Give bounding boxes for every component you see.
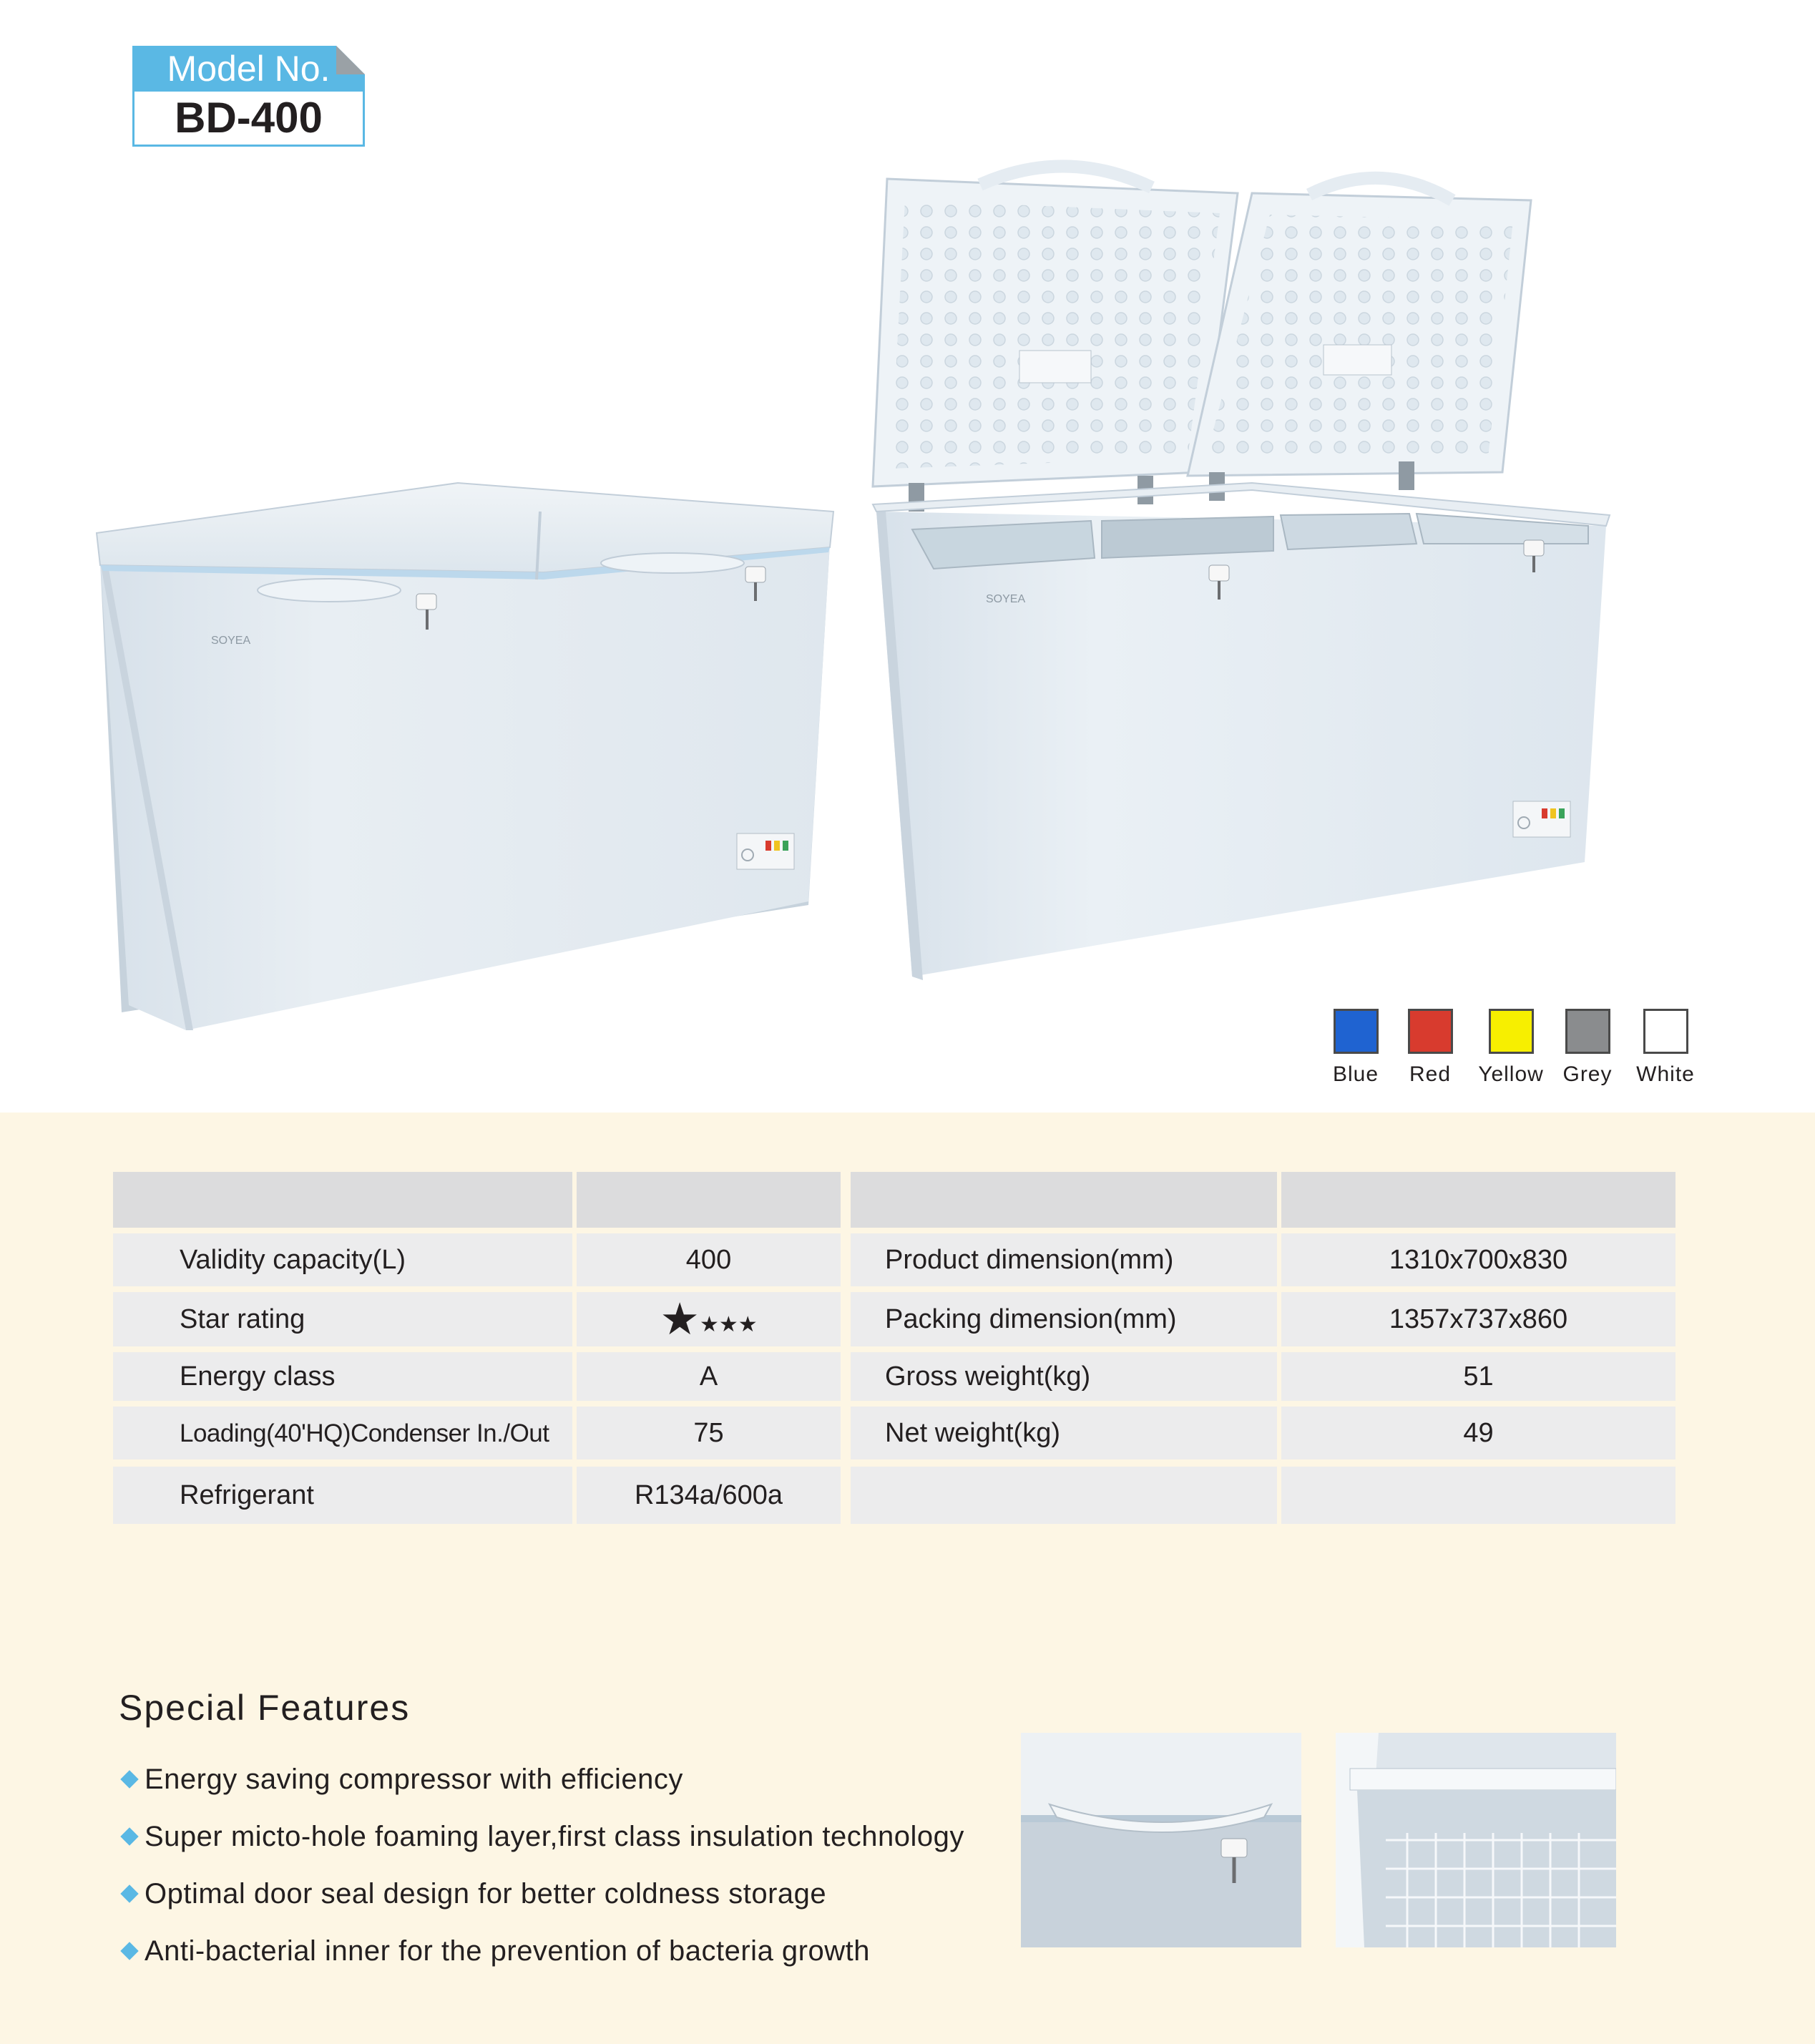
spec-value-refrigerant: R134a/600a bbox=[577, 1467, 841, 1524]
closed-freezer-image bbox=[93, 479, 844, 1037]
model-number: BD-400 bbox=[132, 92, 365, 147]
spec-label-empty bbox=[851, 1467, 1277, 1524]
color-swatch-yellow bbox=[1489, 1009, 1534, 1054]
diamond-bullet-icon bbox=[120, 1827, 138, 1845]
spec-value-empty bbox=[1281, 1467, 1675, 1524]
brand-logo-2: SOYEA bbox=[986, 593, 1026, 605]
spec-value-energy-class: A bbox=[577, 1352, 841, 1401]
spec-label-product-dimension: Product dimension(mm) bbox=[851, 1233, 1277, 1286]
feature-item: Anti-bacterial inner for the prevention of bacteria growth bbox=[120, 1935, 870, 1967]
brand-logo: SOYEA bbox=[211, 635, 251, 647]
feature-item: Optimal door seal design for better coldness storage bbox=[120, 1878, 826, 1910]
color-swatch-blue bbox=[1334, 1009, 1379, 1054]
color-option-red: Red bbox=[1391, 1009, 1469, 1087]
open-freezer-image bbox=[866, 157, 1617, 1002]
features-title: Special Features bbox=[119, 1688, 411, 1728]
diamond-bullet-icon bbox=[120, 1942, 138, 1960]
color-option-white: White bbox=[1626, 1009, 1705, 1087]
spec-value-loading: 75 bbox=[577, 1407, 841, 1459]
spec-value-gross-weight: 51 bbox=[1281, 1352, 1675, 1401]
color-swatch-grey bbox=[1565, 1009, 1610, 1054]
spec-label-packing-dimension: Packing dimension(mm) bbox=[851, 1292, 1277, 1346]
spec-value-net-weight: 49 bbox=[1281, 1407, 1675, 1459]
model-badge bbox=[132, 46, 365, 149]
handle-lock-detail-image bbox=[1021, 1733, 1301, 1947]
color-option-blue: Blue bbox=[1316, 1009, 1395, 1087]
spec-value-star-rating bbox=[577, 1292, 841, 1346]
spec-value-packing-dimension: 1357x737x860 bbox=[1281, 1292, 1675, 1346]
spec-label-gross-weight: Gross weight(kg) bbox=[851, 1352, 1277, 1401]
color-option-grey: Grey bbox=[1548, 1009, 1627, 1087]
basket-detail-image bbox=[1336, 1733, 1616, 1947]
spec-label-star-rating: Star rating bbox=[113, 1292, 572, 1346]
spec-label-net-weight: Net weight(kg) bbox=[851, 1407, 1277, 1459]
spec-value-capacity: 400 bbox=[577, 1233, 841, 1286]
spec-label-refrigerant: Refrigerant bbox=[113, 1467, 572, 1524]
color-swatch-white bbox=[1643, 1009, 1688, 1054]
model-label: Model No. bbox=[132, 46, 365, 92]
feature-item: Super micto-hole foaming layer,first class insulation technology bbox=[120, 1821, 964, 1853]
spec-label-capacity: Validity capacity(L) bbox=[113, 1233, 572, 1286]
feature-item: Energy saving compressor with efficiency bbox=[120, 1764, 683, 1796]
color-swatch-red bbox=[1408, 1009, 1453, 1054]
star-rating-icon: ★★★★ bbox=[660, 1293, 758, 1345]
diamond-bullet-icon bbox=[120, 1770, 138, 1788]
spec-label-loading: Loading(40'HQ)Condenser In./Out bbox=[113, 1407, 572, 1459]
spec-value-product-dimension: 1310x700x830 bbox=[1281, 1233, 1675, 1286]
spec-label-energy-class: Energy class bbox=[113, 1352, 572, 1401]
color-option-yellow: Yellow bbox=[1472, 1009, 1550, 1087]
diamond-bullet-icon bbox=[120, 1884, 138, 1902]
